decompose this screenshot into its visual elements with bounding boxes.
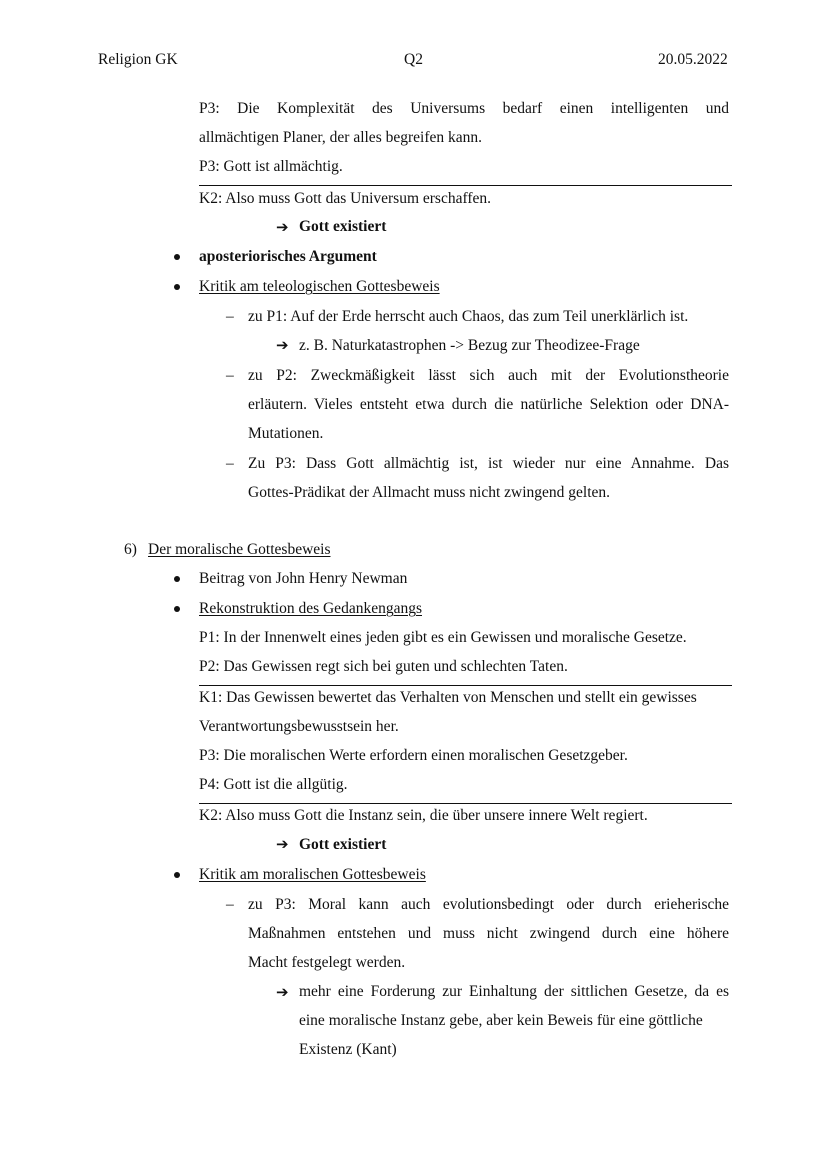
bullet-reconstruction: Rekonstruktion des Gedankengangs — [199, 600, 422, 617]
premise-p3-complexity: P3: Die Komplexität des Universums bedarf einen intelligenten und — [199, 100, 729, 117]
bullet-critique-moral: Kritik am moralischen Gottesbeweis — [199, 866, 426, 883]
arrow-icon: ➔ — [276, 336, 289, 354]
critique-p1: zu P1: Auf der Erde herrscht auch Chaos, das zum Teil unerklärlich ist. — [248, 308, 689, 325]
bullet-icon — [174, 872, 180, 878]
critique-p2-end: Mutationen. — [248, 425, 324, 442]
critique-moral-p3: zu P3: Moral kann auch evolutionsbedingt oder durch erieherische — [248, 896, 729, 913]
premise-p3: P3: Die moralischen Werte erfordern einen moralischen Gesetzgeber. — [199, 747, 628, 764]
bullet-newman: Beitrag von John Henry Newman — [199, 570, 408, 587]
dash-icon: – — [226, 455, 234, 472]
critique-p2-cont: erläutern. Vieles entsteht etwa durch die natürliche Selektion oder DNA- — [248, 396, 729, 413]
premise-p3-complexity-cont: allmächtigen Planer, der alles begreifen kann. — [199, 129, 482, 146]
kant-note: mehr eine Forderung zur Einhaltung der sittlichen Gesetze, da es — [299, 983, 729, 1000]
conclusion-god-exists: Gott existiert — [299, 836, 387, 853]
dash-icon: – — [226, 367, 234, 384]
bullet-icon — [174, 606, 180, 612]
kant-note-end: Existenz (Kant) — [299, 1041, 397, 1058]
bullet-aposteriori: aposteriorisches Argument — [199, 248, 377, 265]
section-heading-moral: Der moralische Gottesbeweis — [148, 541, 331, 558]
premise-p3-omnipotent: P3: Gott ist allmächtig. — [199, 158, 343, 175]
conclusion-k2: K2: Also muss Gott das Universum erschaffen. — [199, 190, 492, 207]
critique-moral-p3-cont: Maßnahmen entstehen und muss nicht zwingend durch eine höhere — [248, 925, 729, 942]
bullet-icon — [174, 254, 180, 260]
critique-p2: zu P2: Zweckmäßigkeit lässt sich auch mit der Evolutionstheorie — [248, 367, 729, 384]
section-number: 6) — [124, 541, 137, 558]
conclusion-k1-cont: Verantwortungsbewusstsein her. — [199, 718, 399, 735]
conclusion-k2: K2: Also muss Gott die Instanz sein, die über unsere innere Welt regiert. — [199, 807, 648, 824]
syllogism-divider — [199, 803, 732, 804]
syllogism-divider — [199, 185, 732, 186]
critique-p3: Zu P3: Dass Gott allmächtig ist, ist wieder nur eine Annahme. Das — [248, 455, 729, 472]
arrow-icon: ➔ — [276, 983, 289, 1001]
dash-icon: – — [226, 896, 234, 913]
bullet-icon — [174, 576, 180, 582]
syllogism-divider — [199, 685, 732, 686]
kant-note-cont: eine moralische Instanz gebe, aber kein Beweis für eine göttliche — [299, 1012, 703, 1029]
critique-p1-example: z. B. Naturkatastrophen -> Bezug zur Theodizee-Frage — [299, 337, 640, 354]
bullet-icon — [174, 284, 180, 290]
premise-p4: P4: Gott ist die allgütig. — [199, 776, 348, 793]
critique-moral-p3-end: Macht festgelegt werden. — [248, 954, 406, 971]
critique-p3-cont: Gottes-Prädikat der Allmacht muss nicht zwingend gelten. — [248, 484, 611, 501]
premise-p1: P1: In der Innenwelt eines jeden gibt es ein Gewissen und moralische Gesetze. — [199, 629, 687, 646]
header-semester: Q2 — [404, 51, 423, 68]
dash-icon: – — [226, 308, 234, 325]
arrow-icon: ➔ — [276, 835, 289, 853]
bullet-critique-teleological: Kritik am teleologischen Gottesbeweis — [199, 278, 440, 295]
conclusion-god-exists: Gott existiert — [299, 218, 387, 235]
conclusion-k1: K1: Das Gewissen bewertet das Verhalten von Menschen und stellt ein gewisses — [199, 689, 697, 706]
premise-p2: P2: Das Gewissen regt sich bei guten und schlechten Taten. — [199, 658, 568, 675]
header-date: 20.05.2022 — [658, 51, 728, 68]
header-course: Religion GK — [98, 51, 178, 68]
arrow-icon: ➔ — [276, 218, 289, 236]
